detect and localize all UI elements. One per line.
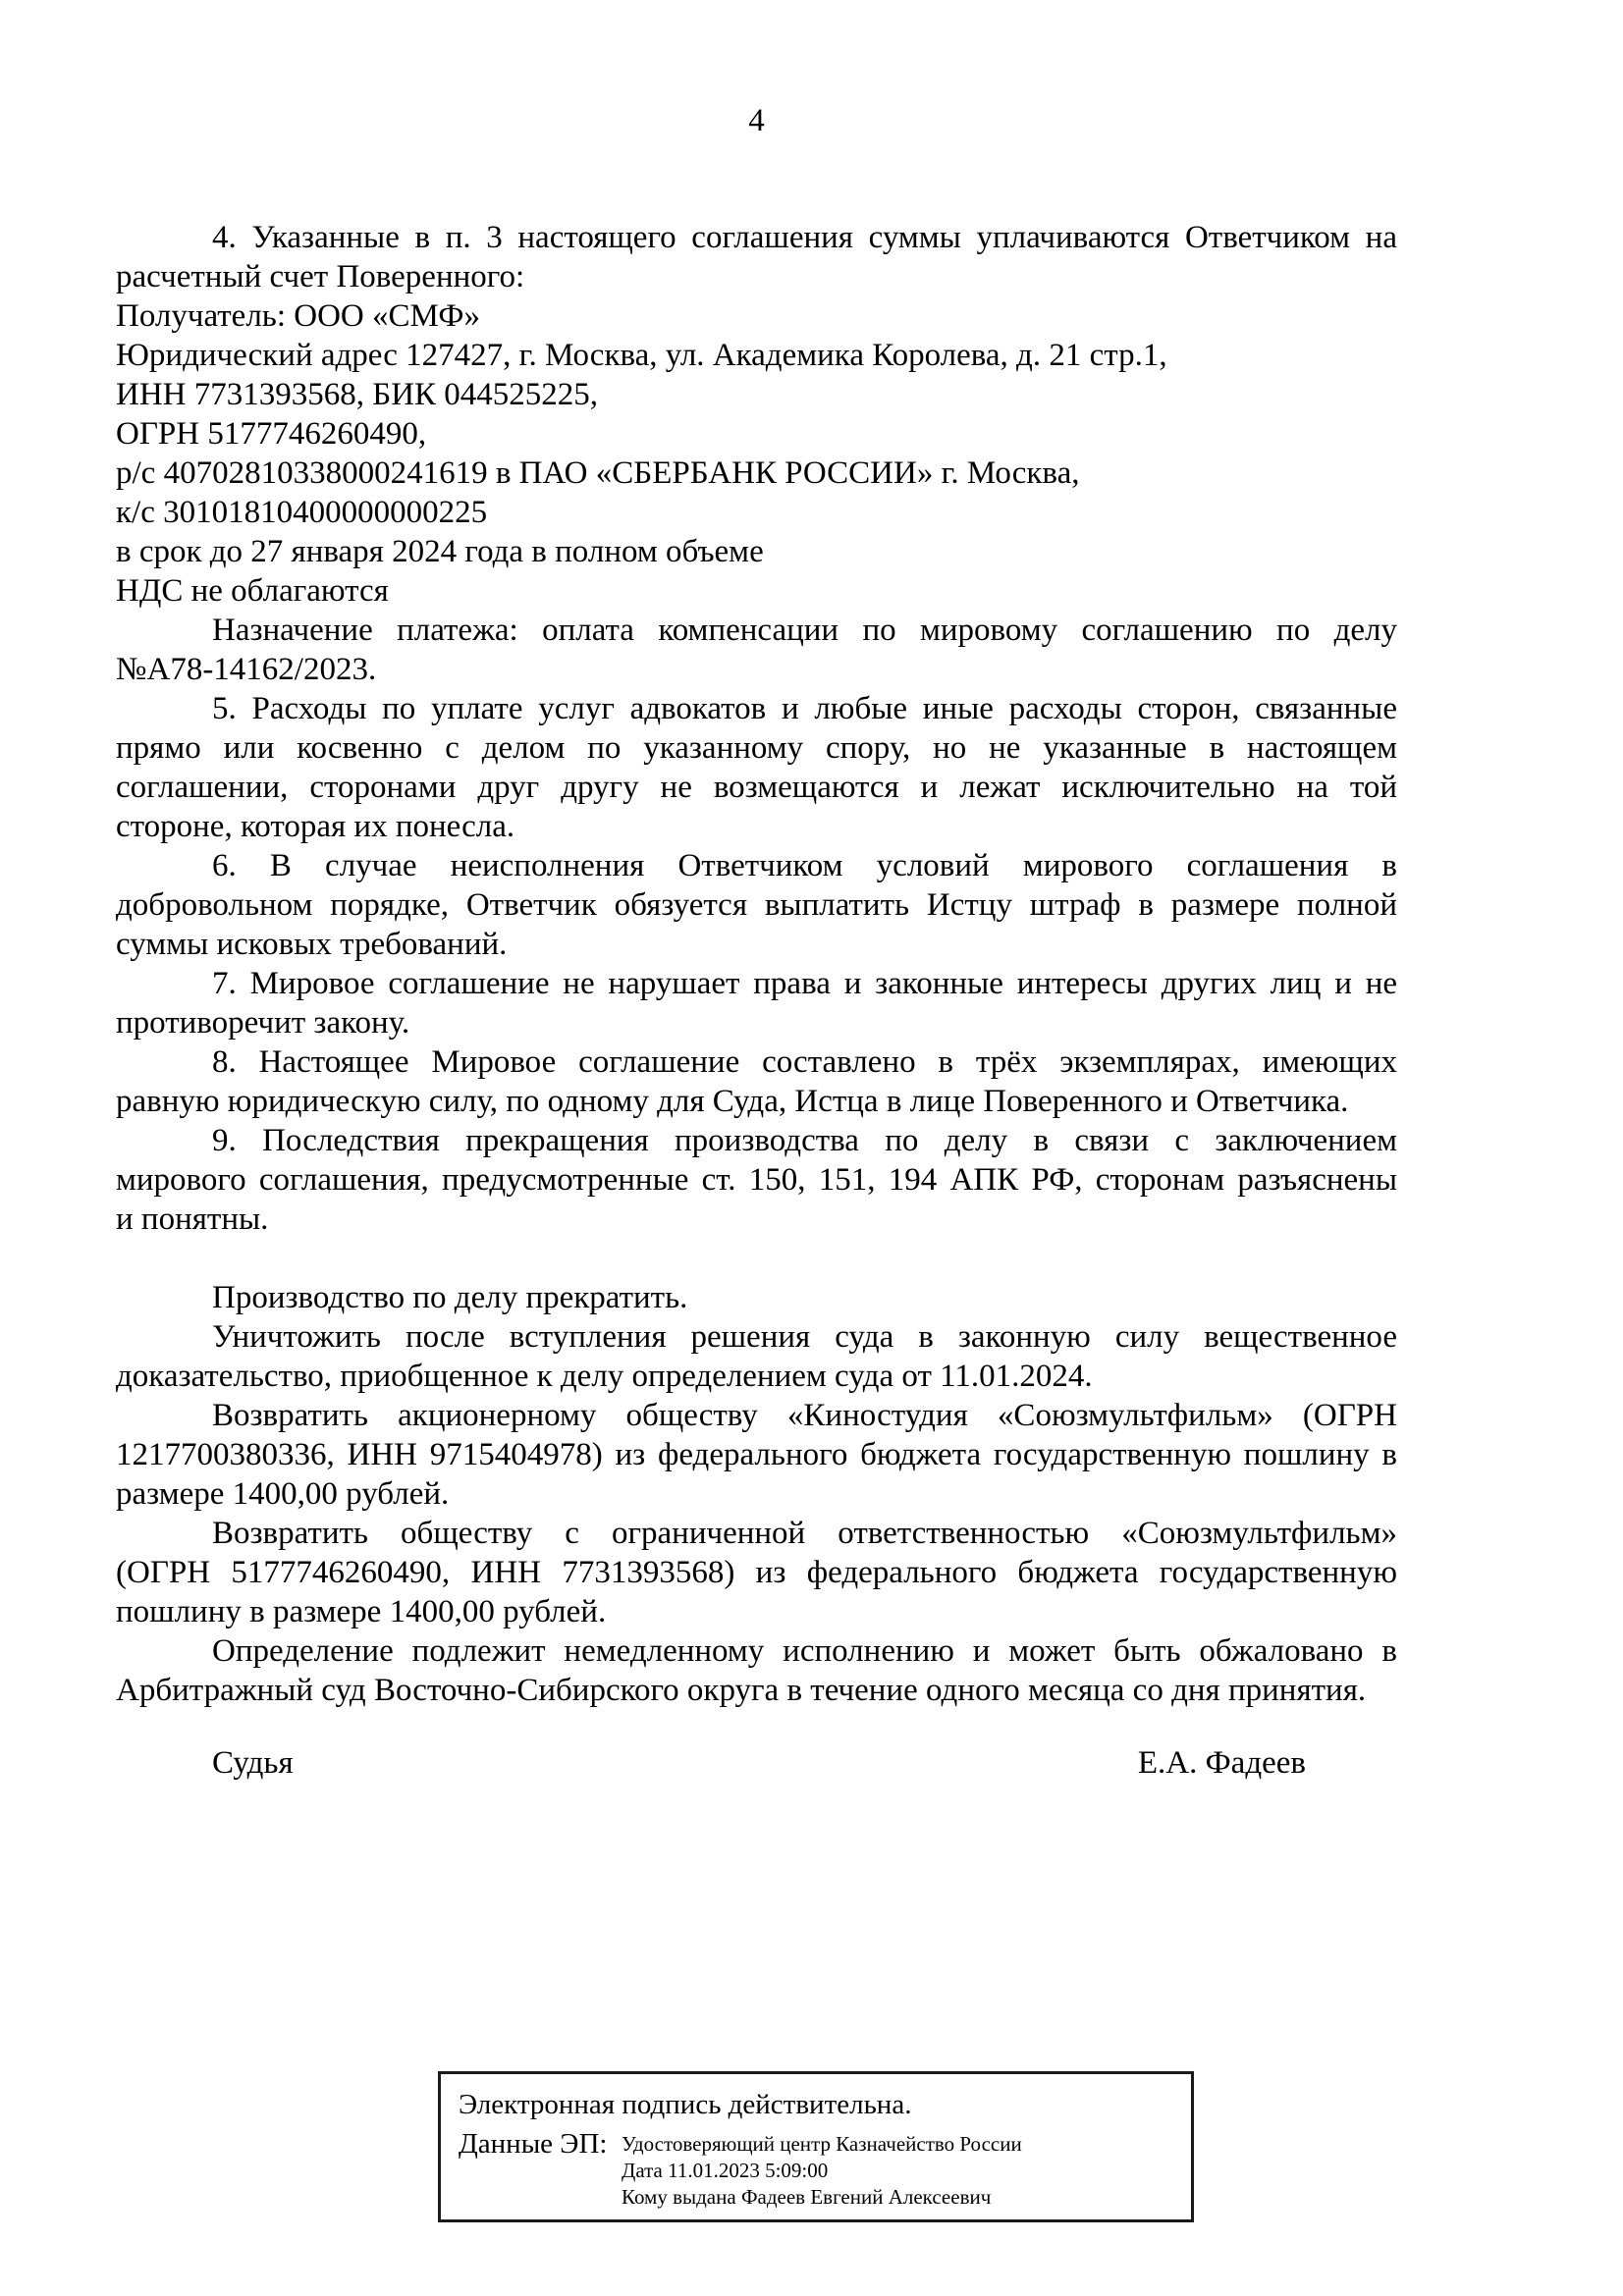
esign-details bbox=[622, 2127, 1022, 2211]
text-line: Определение подлежит немедленному исполнению и может быть обжаловано в bbox=[212, 1633, 1397, 1669]
text-line: 9. Последствия прекращения производства по делу в связи с заключением bbox=[212, 1123, 1397, 1158]
judge-label: Судья bbox=[212, 1745, 294, 1781]
paragraph-refund-jsc bbox=[116, 1396, 1397, 1514]
payment-details bbox=[116, 296, 1397, 611]
payment-detail-line: Юридический адрес 127427, г. Москва, ул. Академика Королева, д. 21 стр.1, bbox=[116, 338, 1167, 373]
esign-status-text: Электронная подпись действительна. bbox=[459, 2089, 912, 2120]
paragraph-4 bbox=[116, 218, 1397, 296]
text-line: добровольном порядке, Ответчик обязуется выплатить Истцу штраф в размере полной bbox=[116, 887, 1397, 923]
text-line: Уничтожить после вступления решения суда в законную силу вещественное bbox=[212, 1319, 1397, 1355]
esign-data-row bbox=[459, 2127, 1177, 2211]
paragraph-9 bbox=[116, 1121, 1397, 1239]
text-line: размере 1400,00 рублей. bbox=[116, 1476, 450, 1512]
payment-detail-line: в срок до 27 января 2024 года в полном объеме bbox=[116, 534, 764, 569]
text-line: стороне, которая их понесла. bbox=[116, 809, 515, 844]
text-line: Возвратить обществу с ограниченной ответственностью «Союзмультфильм» bbox=[212, 1516, 1397, 1551]
text-line: Производство по делу прекратить. bbox=[212, 1280, 688, 1315]
text-line: 7. Мировое соглашение не нарушает права и законные интересы других лиц и не bbox=[212, 966, 1397, 1001]
text-line: 1217700380336, ИНН 9715404978) из федерального бюджета государственную пошлину в bbox=[116, 1437, 1397, 1472]
text-line: доказательство, приобщенное к делу определением суда от 11.01.2024. bbox=[116, 1359, 1093, 1394]
text-line: мирового соглашения, предусмотренные ст. 150, 151, 194 АПК РФ, сторонам разъяснены bbox=[116, 1162, 1397, 1198]
payment-detail-line: НДС не облагаются bbox=[116, 573, 389, 609]
paragraph-destroy-evidence bbox=[116, 1317, 1397, 1396]
text-line: 8. Настоящее Мировое соглашение составлено в трёх экземплярах, имеющих bbox=[212, 1044, 1397, 1080]
paragraph-terminate bbox=[116, 1278, 1397, 1317]
paragraph-appeal bbox=[116, 1631, 1397, 1710]
paragraph-8 bbox=[116, 1042, 1397, 1121]
paragraph-refund-llc bbox=[116, 1514, 1397, 1631]
payment-detail-line: ОГРН 5177746260490, bbox=[116, 416, 427, 452]
text-line: равную юридическую силу, по одному для Суда, Истца в лице Поверенного и Ответчика. bbox=[116, 1084, 1349, 1119]
payment-detail-line: р/с 40702810338000241619 в ПАО «СБЕРБАНК РОССИИ» г. Москва, bbox=[116, 455, 1080, 491]
esign-detail-date: Дата 11.01.2023 5:09:00 bbox=[622, 2159, 829, 2182]
text-line: 4. Указанные в п. 3 настоящего соглашения суммы уплачиваются Ответчиком на bbox=[212, 220, 1397, 255]
text-line: Назначение платежа: оплата компенсации по мировому соглашению по делу bbox=[212, 613, 1397, 648]
blank-line bbox=[116, 1239, 1397, 1278]
text-line: (ОГРН 5177746260490, ИНН 7731393568) из федерального бюджета государственную bbox=[116, 1555, 1397, 1590]
page-number: 4 bbox=[748, 103, 765, 138]
text-line: пошлину в размере 1400,00 рублей. bbox=[116, 1594, 607, 1629]
text-line: Арбитражный суд Восточно-Сибирского округа в течение одного месяца со дня принятия. bbox=[116, 1673, 1367, 1708]
esign-detail-issued: Кому выдана Фадеев Евгений Алексеевич bbox=[622, 2185, 992, 2209]
payment-detail-line: ИНН 7731393568, БИК 044525225, bbox=[116, 377, 599, 412]
esign-detail-ca: Удостоверяющий центр Казначейство России bbox=[622, 2132, 1022, 2156]
text-line: 6. В случае неисполнения Ответчиком условий мирового соглашения в bbox=[212, 848, 1397, 883]
text-line: 5. Расходы по уплате услуг адвокатов и любые иные расходы сторон, связанные bbox=[212, 691, 1397, 726]
text-line: прямо или косвенно с делом по указанному спору, но не указанные в настоящем bbox=[116, 730, 1397, 766]
text-line: и понятны. bbox=[116, 1201, 269, 1237]
paragraph-6 bbox=[116, 846, 1397, 964]
signature-row bbox=[116, 1743, 1397, 1783]
payment-detail-line: к/с 30101810400000000225 bbox=[116, 495, 488, 530]
text-line: соглашении, сторонами друг другу не возмещаются и лежат исключительно на той bbox=[116, 770, 1397, 805]
paragraph-5 bbox=[116, 689, 1397, 846]
text-line: суммы исковых требований. bbox=[116, 927, 508, 962]
text-line: №А78-14162/2023. bbox=[116, 652, 377, 687]
payment-detail-line: Получатель: ООО «СМФ» bbox=[116, 298, 480, 334]
esign-data-label: Данные ЭП: bbox=[459, 2128, 608, 2160]
judge-name: Е.А. Фадеев bbox=[1137, 1745, 1306, 1781]
esign-stamp bbox=[438, 2071, 1194, 2222]
text-line: Возвратить акционерному обществу «Киностудия «Союзмультфильм» (ОГРН bbox=[212, 1398, 1397, 1433]
paragraph-payment-purpose bbox=[116, 611, 1397, 689]
text-line: расчетный счет Поверенного: bbox=[116, 259, 525, 294]
paragraph-7 bbox=[116, 964, 1397, 1042]
text-line: противоречит закону. bbox=[116, 1005, 410, 1041]
ruling-body bbox=[116, 218, 1397, 1783]
